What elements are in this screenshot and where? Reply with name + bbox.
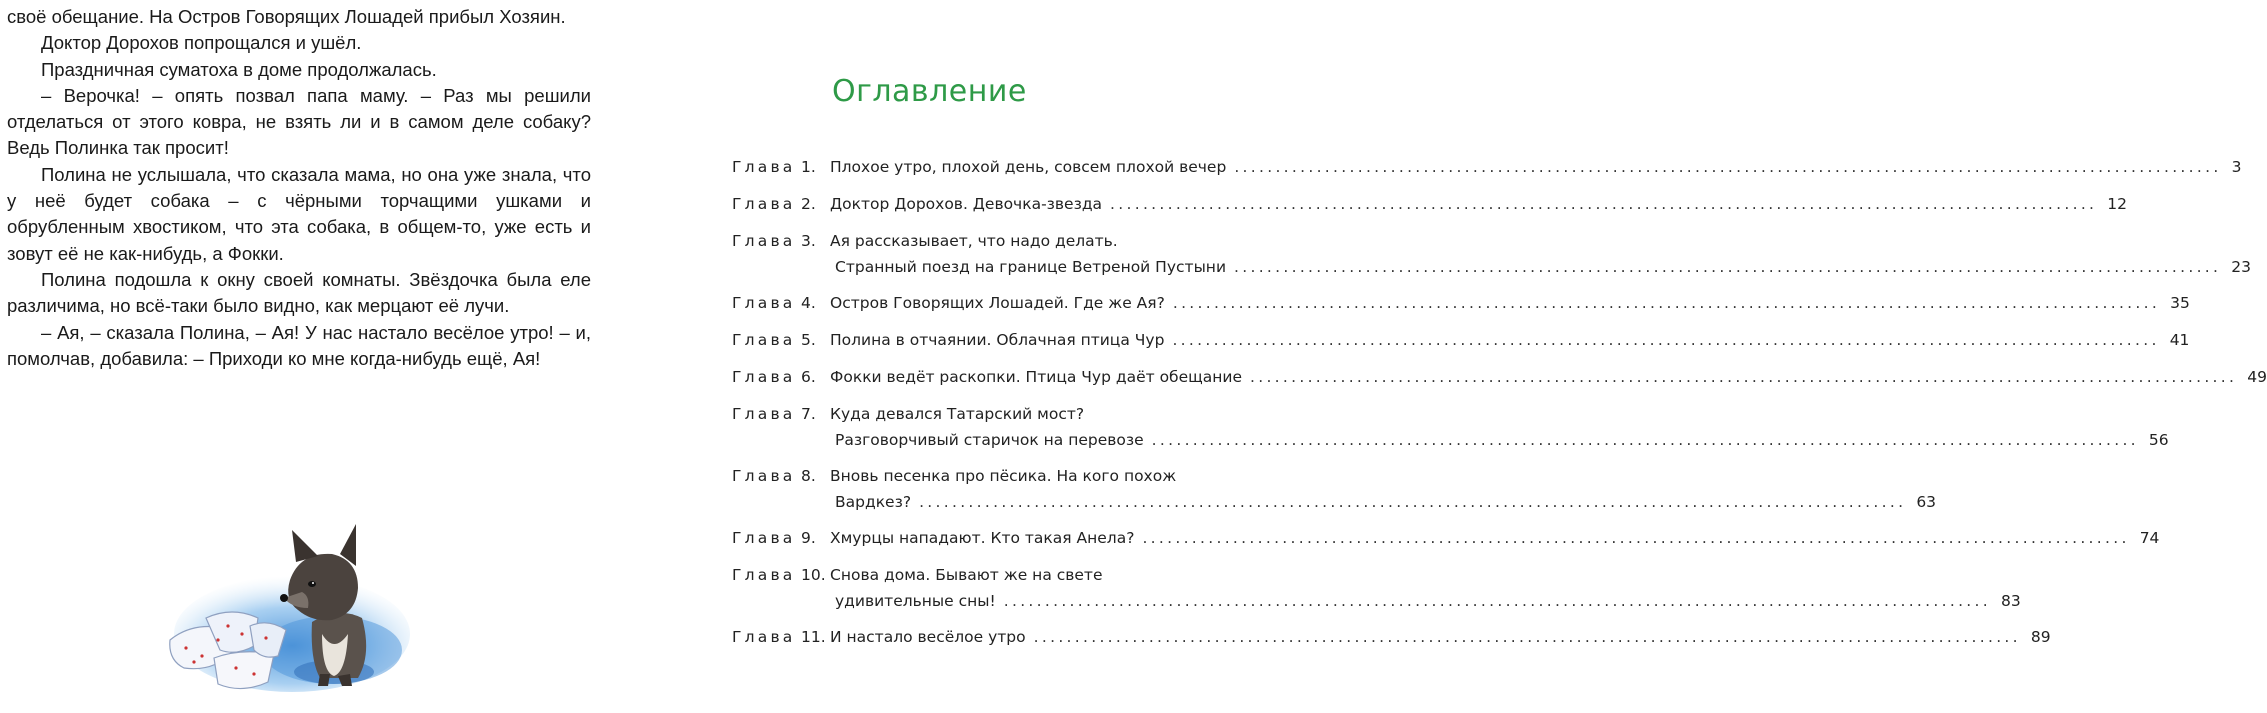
- chapter-title: Странный поезд на границе Ветреной Пустыни: [835, 258, 1227, 276]
- paragraph: Полина подошла к окну своей комнаты. Звёздочка была еле различима, но всё-таки было видно, как мерцают её лучи.: [7, 268, 591, 317]
- chapter-title: Куда девался Татарский мост?: [830, 405, 1085, 423]
- chapter-title: Полина в отчаянии. Облачная птица Чур: [830, 331, 1165, 349]
- toc-entry[interactable]: [732, 294, 2190, 331]
- chapter-prefix: Глава: [732, 232, 796, 250]
- chapter-number: 8.: [801, 467, 816, 485]
- toc-title: Оглавление: [832, 74, 1027, 109]
- chapter-number: 6.: [801, 368, 816, 386]
- paragraph: Полина не услышала, что сказала мама, но она уже знала, что у неё будет собака – с чёрными торчащими ушками и обрубленным хвостиком, что эта собака, в общем-то, уже есть и зовут её не как-нибудь, а Фокки.: [7, 163, 591, 264]
- dot-leader: ........................................................................................................................: [1151, 431, 2139, 449]
- toc-entry[interactable]: [732, 158, 2242, 195]
- page-number: 83: [2000, 592, 2021, 610]
- chapter-number: 3.: [801, 232, 816, 250]
- page-number: 63: [1916, 493, 1937, 511]
- page-number: 56: [2148, 431, 2169, 449]
- page-number: 74: [2139, 529, 2160, 547]
- chapter-number: 1.: [801, 158, 816, 176]
- chapter-number: 10.: [801, 566, 826, 584]
- puppy-illustration: [162, 522, 414, 694]
- chapter-prefix: Глава: [732, 331, 796, 349]
- chapter-number: 4.: [801, 294, 816, 312]
- toc-entry[interactable]: [732, 368, 2267, 405]
- dot-leader: ........................................................................................................................: [1234, 158, 2222, 176]
- chapter-prefix: Глава: [732, 158, 796, 176]
- chapter-prefix: Глава: [732, 628, 796, 646]
- page-number: 23: [2231, 258, 2251, 276]
- chapter-prefix: Глава: [732, 529, 796, 547]
- chapter-title: Фокки ведёт раскопки. Птица Чур даёт обещание: [830, 368, 1242, 386]
- page-number: 49: [2247, 368, 2267, 386]
- chapter-title: Остров Говорящих Лошадей. Где же Ая?: [830, 294, 1165, 312]
- chapter-number: 9.: [801, 529, 816, 547]
- page-number: 12: [2107, 195, 2128, 213]
- dot-leader: ........................................................................................................................: [1172, 331, 2160, 349]
- toc-entry[interactable]: [732, 566, 2021, 628]
- paragraph: Праздничная суматоха в доме продолжалась.: [41, 58, 437, 80]
- table-of-contents: [732, 158, 2267, 665]
- page-number: 35: [2170, 294, 2190, 312]
- paragraph: – Ая, – сказала Полина, – Ая! У нас настало весёлое утро! – и, помолчав, добавила: – Приходи ко мне когда-нибудь ещё, Ая!: [7, 321, 591, 369]
- chapter-title: Ая рассказывает, что надо делать.: [830, 232, 1118, 250]
- chapter-title: Доктор Дорохов. Девочка-звезда: [830, 195, 1103, 213]
- dot-leader: ........................................................................................................................: [919, 493, 1907, 511]
- dot-leader: ........................................................................................................................: [1172, 294, 2161, 312]
- toc-entry[interactable]: [732, 195, 2128, 232]
- dot-leader: ........................................................................................................................: [1110, 195, 2098, 213]
- paragraph: – Верочка! – опять позвал папа маму. – Раз мы решили отделаться от этого ковра, не взять ли и в самом деле собаку? Ведь Полинка так просит!: [7, 84, 591, 159]
- chapter-prefix: Глава: [732, 405, 796, 423]
- chapter-prefix: Глава: [732, 195, 796, 213]
- chapter-number: 2.: [801, 195, 816, 213]
- chapter-number: 5.: [801, 331, 816, 349]
- toc-entry[interactable]: [732, 467, 1937, 529]
- chapter-prefix: Глава: [732, 566, 796, 584]
- chapter-title: Вновь песенка про пёсика. На кого похож: [830, 467, 1177, 485]
- chapter-prefix: Глава: [732, 368, 796, 386]
- chapter-title: Разговорчивый старичок на перевозе: [835, 431, 1144, 449]
- toc-entry[interactable]: [732, 628, 2051, 665]
- dot-leader: ........................................................................................................................: [1234, 258, 2222, 276]
- chapter-title: Снова дома. Бывают же на свете: [830, 566, 1103, 584]
- chapter-prefix: Глава: [732, 294, 796, 312]
- toc-entry[interactable]: [732, 232, 2251, 294]
- chapter-title: Плохое утро, плохой день, совсем плохой вечер: [830, 158, 1227, 176]
- dot-leader: ........................................................................................................................: [1249, 368, 2238, 386]
- left-page-text: [7, 4, 591, 372]
- chapter-title: Вардкез?: [835, 493, 912, 511]
- dot-leader: ........................................................................................................................: [1003, 592, 1991, 610]
- paragraph: Доктор Дорохов попрощался и ушёл.: [41, 32, 362, 54]
- chapter-prefix: Глава: [732, 467, 796, 485]
- chapter-number: 11.: [801, 628, 826, 646]
- toc-entry[interactable]: [732, 529, 2160, 566]
- dot-leader: ........................................................................................................................: [1033, 628, 2021, 646]
- dot-leader: ........................................................................................................................: [1142, 529, 2130, 547]
- toc-entry[interactable]: [732, 331, 2190, 368]
- chapter-title: И настало весёлое утро: [830, 628, 1026, 646]
- page-number: 41: [2169, 331, 2190, 349]
- toc-entry[interactable]: [732, 405, 2169, 467]
- chapter-title: удивительные сны!: [835, 592, 996, 610]
- page-number: 3: [2231, 158, 2242, 176]
- chapter-number: 7.: [801, 405, 816, 423]
- chapter-title: Хмурцы нападают. Кто такая Анела?: [830, 529, 1135, 547]
- paragraph: своё обещание. На Остров Говорящих Лошадей прибыл Хозяин.: [7, 6, 566, 27]
- page-number: 89: [2030, 628, 2051, 646]
